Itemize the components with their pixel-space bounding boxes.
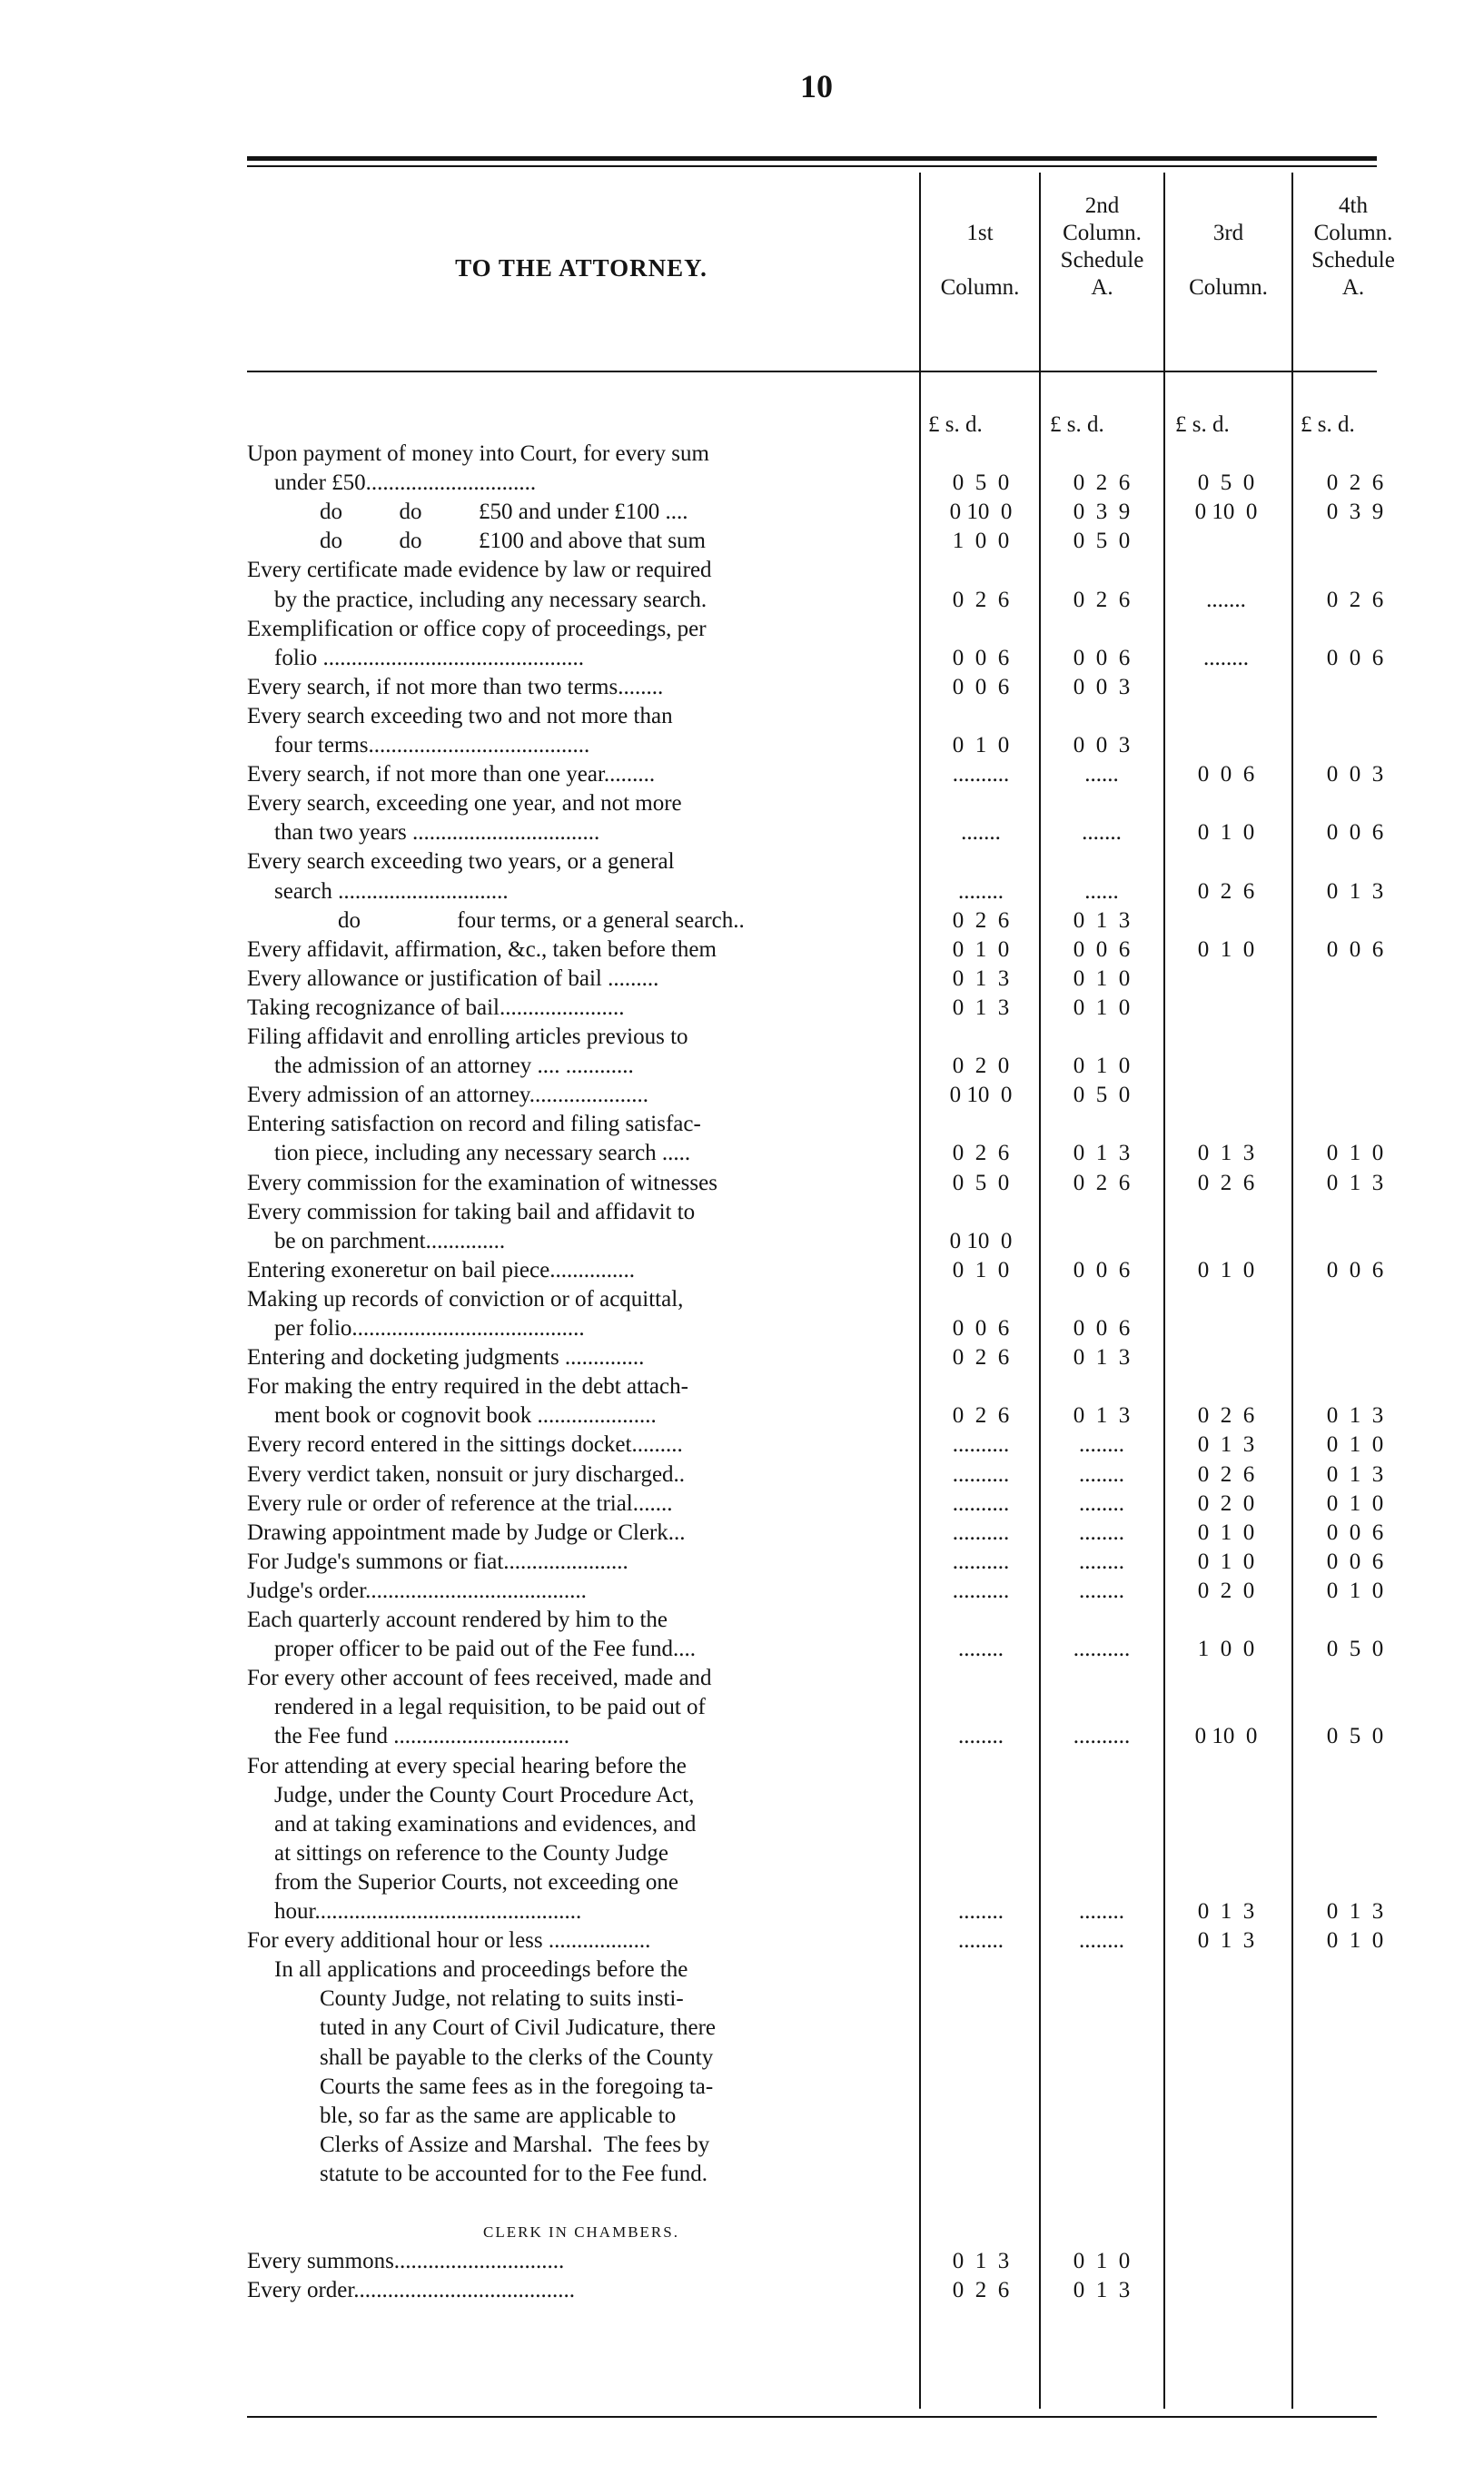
fee-item-text: Every order.......................................	[247, 2278, 576, 2302]
fee-item-text: Every search, if not more than two terms........	[247, 675, 664, 699]
fee-value-col-3: 0 2 6	[1197, 1462, 1255, 1487]
fee-item-text: folio ..............................................	[274, 646, 584, 670]
fee-item-text: do do £100 and above that sum	[320, 529, 706, 553]
fee-value-col-1: 0 2 6	[952, 1403, 1010, 1428]
fee-value-col-2: 0 3 9	[1073, 500, 1131, 524]
fee-value-col-3: 0 5 0	[1197, 470, 1255, 495]
unit-header-2: £ s. d.	[1050, 412, 1104, 437]
fee-item-text: be on parchment..............	[274, 1229, 506, 1253]
fee-item-text: Courts the same fees as in the foregoing ta-	[320, 2074, 714, 2099]
fee-value-col-1: 0 5 0	[952, 1171, 1010, 1195]
fee-value-col-1: 0 1 3	[952, 995, 1010, 1020]
fee-item-text: For Judge's summons or fiat......................	[247, 1549, 628, 1574]
fee-value-col-1: 0 1 0	[952, 733, 1010, 757]
fee-value-col-1: 0 10 0	[949, 500, 1013, 524]
fee-value-col-2: 0 0 6	[1073, 1258, 1131, 1282]
fee-value-col-1: ..........	[952, 762, 1010, 787]
fee-item-text: Every search exceeding two years, or a general	[247, 849, 675, 874]
fee-value-col-4: 0 1 0	[1326, 1432, 1384, 1457]
top-rule-thin	[247, 165, 1377, 167]
fee-value-col-2: 0 0 3	[1073, 675, 1131, 699]
fee-value-col-2: ........	[1079, 1579, 1124, 1603]
fee-value-col-3: 0 1 3	[1197, 1432, 1255, 1457]
fee-value-col-2: 0 1 3	[1073, 1141, 1131, 1165]
column-header-1-line	[921, 193, 1039, 220]
fee-value-col-3: 0 1 0	[1197, 820, 1255, 845]
fee-item-text: Judge's order.......................................	[247, 1579, 587, 1603]
fee-value-col-1: .......	[961, 820, 1001, 845]
fee-item-text: For every additional hour or less ..................	[247, 1928, 651, 1953]
fee-value-col-1: 0 1 0	[952, 937, 1010, 962]
fee-item-text: shall be payable to the clerks of the County	[320, 2045, 714, 2070]
fee-value-col-3: 0 2 6	[1197, 1403, 1255, 1428]
fee-item-text: Each quarterly account rendered by him to the	[247, 1608, 668, 1632]
page-number: 10	[800, 68, 833, 104]
fee-value-col-2: 0 0 6	[1073, 1316, 1131, 1341]
column-header-4	[1293, 193, 1413, 302]
fee-value-col-1: 0 2 6	[952, 588, 1010, 612]
fee-item-text: Every verdict taken, nonsuit or jury discharged..	[247, 1462, 686, 1487]
fee-value-col-4: 0 1 3	[1326, 879, 1384, 904]
column-header-4-line: Schedule	[1311, 248, 1395, 272]
column-header-3-line	[1165, 247, 1291, 274]
fee-value-col-2: ........	[1079, 1928, 1124, 1953]
fee-item-text: from the Superior Courts, not exceeding one	[274, 1870, 679, 1895]
fee-item-text: do four terms, or a general search..	[338, 908, 745, 933]
fee-value-col-2: ........	[1079, 1520, 1124, 1545]
unit-header-4: £ s. d.	[1301, 412, 1355, 437]
fee-item-text: Judge, under the County Court Procedure Act,	[274, 1783, 695, 1807]
fee-value-col-1: ........	[958, 1928, 1004, 1953]
fee-value-col-3: 0 1 0	[1197, 937, 1255, 962]
fee-item-text: Every admission of an attorney.....................	[247, 1083, 649, 1107]
fee-value-col-1: ........	[958, 879, 1004, 904]
fee-value-col-4: 0 0 6	[1326, 1258, 1384, 1282]
fee-value-col-2: 0 1 0	[1073, 2249, 1131, 2273]
fee-value-col-2: 0 1 3	[1073, 1345, 1131, 1370]
fee-value-col-1: ..........	[952, 1520, 1010, 1545]
fee-value-col-2: 0 5 0	[1073, 1083, 1131, 1107]
fee-item-text: Entering satisfaction on record and filing satisfac-	[247, 1112, 701, 1136]
fee-value-col-2: .......	[1082, 820, 1122, 845]
fee-value-col-3: 0 1 3	[1197, 1899, 1255, 1924]
fee-value-col-1: ..........	[952, 1549, 1010, 1574]
column-header-1	[921, 193, 1039, 302]
column-header-4-line: A.	[1341, 275, 1365, 300]
fee-value-col-4: 0 5 0	[1326, 1724, 1384, 1748]
fee-item-text: Every record entered in the sittings docket.........	[247, 1432, 683, 1457]
fee-item-text: For attending at every special hearing before the	[247, 1754, 687, 1778]
column-divider-4	[1291, 173, 1293, 2409]
fee-value-col-4: 0 1 0	[1326, 1141, 1384, 1165]
fee-item-text: Every commission for the examination of witnesses	[247, 1171, 717, 1195]
column-header-3	[1165, 193, 1291, 302]
fee-item-text: under £50..............................	[274, 470, 537, 495]
column-header-3-line: Column.	[1189, 275, 1268, 300]
fee-value-col-2: 0 1 0	[1073, 1054, 1131, 1078]
fee-value-col-1: ..........	[952, 1579, 1010, 1603]
fee-item-text: Every allowance or justification of bail .........	[247, 966, 659, 991]
fee-value-col-2: 0 1 3	[1073, 1403, 1131, 1428]
column-header-3-line: 3rd	[1212, 221, 1244, 245]
fee-value-col-4: 0 0 6	[1326, 1549, 1384, 1574]
top-rule	[247, 156, 1377, 161]
fee-item-text: Every summons..............................	[247, 2249, 565, 2273]
column-header-2-line: Column.	[1063, 221, 1142, 245]
fee-value-col-4: 0 0 3	[1326, 762, 1384, 787]
fee-value-col-1: 0 2 6	[952, 1345, 1010, 1370]
fee-value-col-1: 1 0 0	[952, 529, 1010, 553]
fee-value-col-1: 0 0 6	[952, 646, 1010, 670]
fee-value-col-2: ........	[1079, 1899, 1124, 1924]
fee-value-col-2: 0 1 0	[1073, 966, 1131, 991]
fee-value-col-3: .......	[1206, 588, 1246, 612]
unit-header-3: £ s. d.	[1175, 412, 1230, 437]
fee-value-col-4: 0 1 3	[1326, 1403, 1384, 1428]
fee-value-col-1: ........	[958, 1637, 1004, 1661]
fee-value-col-2: ........	[1079, 1491, 1124, 1516]
column-header-4-line: 4th	[1339, 193, 1368, 218]
fee-value-col-1: 0 2 0	[952, 1054, 1010, 1078]
fee-item-text: Filing affidavit and enrolling articles previous to	[247, 1025, 688, 1049]
fee-value-col-3: 0 1 0	[1197, 1258, 1255, 1282]
fee-value-col-2: 0 2 6	[1073, 470, 1131, 495]
fee-item-text: than two years .................................	[274, 820, 600, 845]
fee-item-text: Exemplification or office copy of proceedings, per	[247, 617, 707, 641]
fee-item-text: Every search, if not more than one year.........	[247, 762, 656, 787]
fee-value-col-4: 0 1 3	[1326, 1462, 1384, 1487]
fee-value-col-1: 0 1 3	[952, 966, 1010, 991]
fee-item-text: For making the entry required in the debt attach-	[247, 1374, 688, 1399]
fee-item-text: Making up records of conviction or of acquittal,	[247, 1287, 684, 1312]
fee-item-text: the admission of an attorney .... ............	[274, 1054, 634, 1078]
fee-value-col-1: ........	[958, 1899, 1004, 1924]
fee-item-text: per folio.........................................	[274, 1316, 585, 1341]
fee-value-col-1: ..........	[952, 1491, 1010, 1516]
fee-value-col-2: 0 0 6	[1073, 937, 1131, 962]
unit-header-1: £ s. d.	[928, 412, 983, 437]
fee-value-col-4: 0 0 6	[1326, 1520, 1384, 1545]
fee-item-text: Entering exoneretur on bail piece...............	[247, 1258, 635, 1282]
fee-item-text: tion piece, including any necessary search .....	[274, 1141, 691, 1165]
fee-value-col-2: 0 1 3	[1073, 2278, 1131, 2302]
fee-item-text: rendered in a legal requisition, to be paid out of	[274, 1695, 706, 1719]
fee-value-col-2: ......	[1084, 879, 1119, 904]
fee-value-col-4: 0 1 0	[1326, 1491, 1384, 1516]
fee-value-col-4: 0 1 0	[1326, 1928, 1384, 1953]
column-header-4-line: Column.	[1313, 221, 1393, 245]
fee-item-text: Entering and docketing judgments ..............	[247, 1345, 645, 1370]
fee-item-text: tuted in any Court of Civil Judicature, there	[320, 2015, 717, 2040]
fee-item-text: ble, so far as the same are applicable to	[320, 2104, 677, 2128]
fee-value-col-3: 0 1 3	[1197, 1928, 1255, 1953]
fee-item-text: For every other account of fees received, made and	[247, 1666, 712, 1690]
fee-value-col-4: 0 5 0	[1326, 1637, 1384, 1661]
fee-item-text: search ..............................	[274, 879, 509, 904]
fee-value-col-1: 0 1 0	[952, 1258, 1010, 1282]
fee-item-text: statute to be accounted for to the Fee fund.	[320, 2162, 707, 2186]
fee-value-col-3: 0 0 6	[1197, 762, 1255, 787]
fee-value-col-4: 0 0 6	[1326, 820, 1384, 845]
column-header-1-line: 1st	[966, 221, 994, 245]
column-header-1-line	[921, 247, 1039, 274]
fee-value-col-1: 0 2 6	[952, 2278, 1010, 2302]
column-divider-3	[1163, 173, 1165, 2409]
fee-value-col-1: ..........	[952, 1432, 1010, 1457]
fee-value-col-2: ........	[1079, 1432, 1124, 1457]
fee-value-col-3: 0 2 0	[1197, 1491, 1255, 1516]
bottom-rule	[247, 2416, 1377, 2418]
fee-value-col-2: 0 5 0	[1073, 529, 1131, 553]
fee-value-col-3: 0 1 0	[1197, 1549, 1255, 1574]
fee-item-text: Every search exceeding two and not more than	[247, 704, 673, 728]
fee-value-col-3: ........	[1203, 646, 1249, 670]
fee-item-text: In all applications and proceedings before the	[274, 1957, 688, 1982]
fee-item-text: Clerks of Assize and Marshal. The fees by	[320, 2133, 710, 2157]
section-heading: CLERK IN CHAMBERS.	[483, 2223, 679, 2241]
fee-item-text: Drawing appointment made by Judge or Clerk...	[247, 1520, 686, 1545]
column-header-2-line: A.	[1091, 275, 1113, 300]
fee-value-col-3: 0 2 0	[1197, 1579, 1255, 1603]
fee-item-text: Every commission for taking bail and affidavit to	[247, 1200, 696, 1224]
column-header-3-line	[1165, 193, 1291, 220]
fee-item-text: Every search, exceeding one year, and not more	[247, 791, 682, 816]
column-header-1-line: Column.	[940, 275, 1020, 300]
fee-item-text: by the practice, including any necessary search.	[274, 588, 707, 612]
fee-value-col-1: 0 10 0	[949, 1229, 1013, 1253]
fee-value-col-1: ..........	[952, 1462, 1010, 1487]
fee-value-col-4: 0 2 6	[1326, 470, 1384, 495]
fee-value-col-3: 0 1 3	[1197, 1141, 1255, 1165]
fee-value-col-3: 0 2 6	[1197, 1171, 1255, 1195]
fee-value-col-4: 0 0 6	[1326, 937, 1384, 962]
fee-item-text: Upon payment of money into Court, for every sum	[247, 441, 709, 466]
column-header-2	[1041, 193, 1163, 302]
fee-item-text: the Fee fund ...............................	[274, 1724, 569, 1748]
fee-item-text: four terms.......................................	[274, 733, 590, 757]
fee-item-text: Taking recognizance of bail......................	[247, 995, 625, 1020]
fee-value-col-4: 0 1 3	[1326, 1171, 1384, 1195]
fee-item-text: Every affidavit, affirmation, &c., taken before them	[247, 937, 717, 962]
fee-value-col-3: 0 10 0	[1194, 500, 1258, 524]
fee-value-col-2: 0 1 0	[1073, 995, 1131, 1020]
fee-item-text: and at taking examinations and evidences, and	[274, 1812, 697, 1836]
fee-value-col-1: ........	[958, 1724, 1004, 1748]
fee-value-col-3: 0 10 0	[1194, 1724, 1258, 1748]
fee-value-col-2: 0 0 3	[1073, 733, 1131, 757]
fee-value-col-1: 0 10 0	[949, 1083, 1013, 1107]
fee-value-col-3: 1 0 0	[1197, 1637, 1255, 1661]
fee-item-text: ment book or cognovit book .....................	[274, 1403, 657, 1428]
fee-value-col-2: 0 1 3	[1073, 908, 1131, 933]
fee-value-col-2: ..........	[1073, 1724, 1131, 1748]
fee-value-col-1: 0 5 0	[952, 470, 1010, 495]
fee-value-col-3: 0 2 6	[1197, 879, 1255, 904]
fee-value-col-2: ........	[1079, 1462, 1124, 1487]
table-title: TO THE ATTORNEY.	[455, 254, 707, 282]
fee-item-text: County Judge, not relating to suits insti-	[320, 1986, 684, 2011]
fee-value-col-2: ......	[1084, 762, 1119, 787]
fee-value-col-2: ........	[1079, 1549, 1124, 1574]
fee-item-text: Every certificate made evidence by law or required	[247, 558, 712, 582]
fee-value-col-1: 0 2 6	[952, 1141, 1010, 1165]
fee-value-col-1: 0 0 6	[952, 675, 1010, 699]
fee-value-col-4: 0 2 6	[1326, 588, 1384, 612]
fee-item-text: do do £50 and under £100 ....	[320, 500, 688, 524]
fee-value-col-2: 0 2 6	[1073, 588, 1131, 612]
fee-value-col-4: 0 1 3	[1326, 1899, 1384, 1924]
fee-value-col-1: 0 0 6	[952, 1316, 1010, 1341]
fee-value-col-2: 0 2 6	[1073, 1171, 1131, 1195]
fee-item-text: proper officer to be paid out of the Fee fund....	[274, 1637, 696, 1661]
fee-value-col-4: 0 3 9	[1326, 500, 1384, 524]
fee-item-text: Every rule or order of reference at the trial.......	[247, 1491, 673, 1516]
fee-value-col-1: 0 2 6	[952, 908, 1010, 933]
fee-item-text: hour...............................................	[274, 1899, 582, 1924]
fee-value-col-4: 0 0 6	[1326, 646, 1384, 670]
header-rule	[247, 371, 1377, 372]
fee-value-col-4: 0 1 0	[1326, 1579, 1384, 1603]
fee-value-col-1: 0 1 3	[952, 2249, 1010, 2273]
fee-value-col-2: ..........	[1073, 1637, 1131, 1661]
column-header-2-line: Schedule	[1060, 248, 1144, 272]
column-header-2-line: 2nd	[1084, 193, 1120, 218]
fee-item-text: at sittings on reference to the County Judge	[274, 1841, 668, 1866]
fee-value-col-2: 0 0 6	[1073, 646, 1131, 670]
fee-value-col-3: 0 1 0	[1197, 1520, 1255, 1545]
